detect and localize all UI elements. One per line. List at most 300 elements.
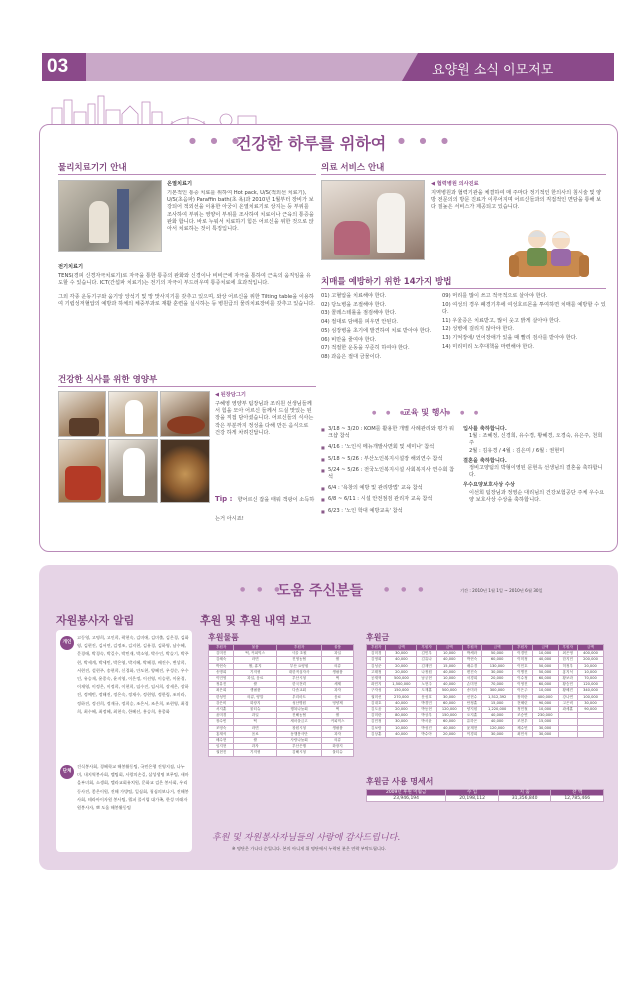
- usage-heading: 후원금 사용 명세서: [366, 777, 434, 786]
- table-cell: 200,000: [578, 657, 604, 663]
- table-cell: 230,000: [532, 713, 558, 719]
- table-cell: 박수아: [417, 731, 436, 737]
- table-cell: 라면: [234, 725, 277, 731]
- thanks-message: 후원 및 자원봉사자님들의 사랑에 감사드립니다.: [212, 833, 401, 843]
- table-header-cell: 금액: [436, 645, 462, 651]
- table-cell: 창원시청: [277, 725, 322, 731]
- money-table-wrap: [366, 644, 604, 738]
- table-cell: 60,000: [532, 682, 558, 688]
- edu-item: 정비고양팀의 박형이영된 문현옥 선생님의 결혼을 축하합니다.: [469, 465, 603, 479]
- table-cell: 쌀, 휴지: [234, 663, 277, 669]
- table-cell: 김유나: [417, 657, 436, 663]
- thanks-dots-right: ● ● ●: [384, 586, 429, 593]
- table-cell: 이은주: [513, 688, 532, 694]
- table-cell: 박동현: [417, 707, 436, 713]
- table-cell: 30,000: [386, 651, 417, 657]
- table-cell: 과자: [322, 688, 354, 694]
- table-cell: 30,000: [436, 694, 462, 700]
- table-cell: 나정원: [417, 669, 436, 675]
- pt-person-shape: [89, 201, 109, 243]
- table-header-cell: 후원자: [558, 645, 577, 651]
- table-cell: 100,000: [578, 694, 604, 700]
- table-cell: 1,500,000: [386, 682, 417, 688]
- table-cell: 30,000: [482, 731, 513, 737]
- meal-tip-text: 향어르신 잡을 태워 객팡이 소득하는거 아시죠!: [215, 497, 315, 522]
- elderly-couple-illustration: [509, 225, 589, 281]
- dementia-tip: 14) 미리미리 노후대책을 마련해야 한다.: [442, 343, 535, 350]
- table-cell: 과일, 음료: [234, 676, 277, 682]
- table-cell: 10,000: [578, 669, 604, 675]
- table-cell: 30,000: [532, 731, 558, 737]
- edu-item: 2월 : 김유경 / 4월 : 김은미 / 6월 : 권현미: [469, 447, 565, 454]
- med-partner-text: 지역병원과 협력기관을 체결하여 매 주마다 정기적인 한의사의 침시술 및 양방 전문의의 방문 진료가 이루어지며 어르신들과의 직접적인 면담을 통해 보다 질높은 서비스가 제공되고 있습니다.: [431, 190, 602, 211]
- table-cell: 이민영: [209, 676, 234, 682]
- table-cell: 조현우: [513, 719, 532, 725]
- dementia-tip: 13) 기억장애/ 언어장애가 있을 때 빨리 검사를 받아야 한다.: [442, 335, 578, 342]
- table-row: [209, 750, 354, 756]
- table-cell: 홍지석: [558, 669, 577, 675]
- money-heading: 후원금: [366, 633, 390, 642]
- med-heading: 의료 서비스 안내: [321, 163, 385, 173]
- table-cell: 떡: [234, 719, 277, 725]
- edu-item-heading: 결혼을 축하합니다.: [463, 457, 507, 464]
- table-header-cell: 후원자: [417, 645, 436, 651]
- table-cell: 1,512,392: [482, 694, 513, 700]
- table-cell: 영양제: [322, 700, 354, 706]
- table-cell: 쌀: [322, 713, 354, 719]
- meal-photo-3: [160, 391, 210, 437]
- table-cell: 대한적십자사: [277, 669, 322, 675]
- table-cell: 60,000: [436, 700, 462, 706]
- table-cell: 20,000: [578, 663, 604, 669]
- table-cell: 10,000: [436, 676, 462, 682]
- table-cell: 40,000: [532, 657, 558, 663]
- table-cell: 최민석: [513, 731, 532, 737]
- table-cell: 김미진: [209, 651, 234, 657]
- dementia-tip: 08) 과음은 절대 금물이다.: [321, 353, 382, 360]
- table-cell: 쌀: [322, 657, 354, 663]
- table-cell: 쌀: [234, 738, 277, 744]
- table-cell: 사랑나눔회: [277, 738, 322, 744]
- table-cell: 신현수: [462, 694, 481, 700]
- volunteer-heading: 자원봉사자 알림: [56, 614, 135, 627]
- table-cell: 10,000: [386, 725, 417, 731]
- pt-closing-text: 그외 각종 운동기구와 움기앙 앙석기 및 망 맛사지기를 갖추고 있으며, 와상 어르신을 위한 Tilting table을 이용하여 기립성저혈압의 예방과 하체의 체중부과로 재활 훈련을 실시하는 등 병원급의 물리치료장비를 갖추고 있습니다.: [58, 294, 315, 308]
- table-cell: 노현주: [417, 682, 436, 688]
- table-cell: 윤미경: [209, 713, 234, 719]
- goods-table-wrap: [208, 644, 354, 757]
- table-cell: 40,000: [482, 719, 513, 725]
- table-cell: 배수현: [209, 738, 234, 744]
- table-cell: 과일: [234, 713, 277, 719]
- table-cell: 10,000: [532, 688, 558, 694]
- table-cell: 라면: [234, 657, 277, 663]
- donation-heading: 후원 및 후원 내역 보고: [200, 614, 311, 627]
- table-cell: 박현숙: [462, 657, 481, 663]
- table-cell: 송명희: [209, 669, 234, 675]
- table-cell: 20,000: [436, 731, 462, 737]
- usage-col: 수 입: [446, 790, 499, 796]
- table-cell: 70,000: [578, 676, 604, 682]
- table-cell: 300,000: [482, 688, 513, 694]
- edu-list-left: [321, 426, 456, 515]
- table-cell: 조승연: [513, 713, 532, 719]
- table-cell: 공재혁: [367, 676, 386, 682]
- table-cell: 한국전력: [277, 682, 322, 688]
- table-cell: 부산시청: [277, 676, 322, 682]
- table-cell: 채수빈: [513, 725, 532, 731]
- table-cell: 서경희: [462, 676, 481, 682]
- table-cell: 구자성: [367, 688, 386, 694]
- table-cell: 시골 초원: [277, 651, 322, 657]
- meal-photo-6: [160, 439, 210, 503]
- med-heading-rule: [321, 174, 606, 175]
- table-header-cell: 후원자: [513, 645, 532, 651]
- table-cell: 과일: [322, 651, 354, 657]
- dementia-tip: 03) 콜레스테롤을 점검해야 한다.: [321, 310, 397, 317]
- meal-jar-shape: [65, 466, 101, 500]
- usage-table-wrap: [366, 789, 604, 802]
- table-cell: 이경희: [462, 731, 481, 737]
- dementia-tip: 06) 비만을 줄여야 한다.: [321, 336, 377, 343]
- table-cell: 10,000: [532, 651, 558, 657]
- table-cell: 30,000: [578, 700, 604, 706]
- table-cell: 박상우: [417, 713, 436, 719]
- pt-heading-rule: [58, 174, 316, 175]
- table-cell: 김대호: [367, 700, 386, 706]
- table-cell: 진해농협: [277, 713, 322, 719]
- table-cell: 150,000: [386, 688, 417, 694]
- table-cell: 30,000: [532, 725, 558, 731]
- table-cell: 홍재석: [209, 731, 234, 737]
- table-cell: 과자: [322, 731, 354, 737]
- table-header-cell: 금액: [386, 645, 417, 651]
- dementia-tip: 12) 성병에 걸리지 않아야 한다.: [442, 326, 514, 333]
- health-title-dots-left: ● ● ●: [189, 136, 246, 145]
- table-cell: 도재훈: [417, 688, 436, 694]
- table-cell: 80,000: [386, 713, 417, 719]
- volunteer-badge-group-label: 단체: [62, 769, 72, 774]
- table-cell: 새마을금고: [277, 719, 322, 725]
- table-cell: 부산 요양원: [277, 663, 322, 669]
- volunteer-badge-individual-label: 개인: [62, 640, 72, 645]
- money-table: [366, 644, 604, 738]
- table-cell: 이영진: [513, 682, 532, 688]
- meal-bowl-shape: [167, 416, 205, 434]
- table-cell: 의류, 양말: [234, 694, 277, 700]
- dementia-heading-rule: [321, 288, 606, 289]
- table-cell: 90,000: [532, 700, 558, 706]
- usage-col: 잔 액: [551, 790, 604, 796]
- table-cell: 정민철: [513, 707, 532, 713]
- table-cell: 김민정: [367, 719, 386, 725]
- table-cell: 남궁현: [417, 676, 436, 682]
- table-header-cell: 물품: [234, 645, 277, 651]
- table-cell: 우리마트: [277, 694, 322, 700]
- table-header-cell: 금액: [482, 645, 513, 651]
- edu-item-heading: 우수요양보호사상 수상: [463, 482, 515, 489]
- table-cell: 40,000: [436, 669, 462, 675]
- table-header-cell: 후원자: [462, 645, 481, 651]
- table-cell: 40,000: [436, 657, 462, 663]
- table-cell: 120,000: [482, 725, 513, 731]
- table-cell: 90,000: [578, 707, 604, 713]
- table-cell: 이수정: [513, 676, 532, 682]
- volunteer-groups: 건식봉사회, 경혜학교 해봉활동팀, 국민은행 진영지점, 나누미, 내지역봉사회, 멜팀회, 사랑의손길, 삼성생명 보무팀, 새마을부녀회, 소생회, 엘라교회유치원, 문화교 검은 봉사회, 우리동사진, 좋은이원, 진해 가방팀, 일심회, 청심의보나거, 진해봉사회, 테라아이자원 봉사팀, 헬퍼 풀시럽 대가족, 한성 미래자원봉사자, 뽀 도움 해봉활동팀: [77, 764, 189, 811]
- pt-heat-title: 온열치료기: [167, 181, 193, 187]
- thanks-title: 도움 주신분들: [277, 583, 364, 599]
- page-number: 03: [47, 56, 69, 77]
- table-header-cell: 물품: [322, 645, 354, 651]
- dementia-tip: 02) 당뇨병을 조절해야 한다.: [321, 301, 387, 308]
- volunteer-individuals: 고동영, 고명희, 고인희, 곽현숙, 김미애, 김미출, 김은경, 김화영, 김현진, 김서연, 김정조, 김지현, 김유경, 김하영, 남수혜, 문경애, 박경숙, 박길수, 박민재, 박소영, 박수인, 박슬기, 박주현, 박세계, 박세민, 박은영, 박지혜, 박혜경, 배진수, 변상희, 서현진, 설현주, 송현희, 신경화, 안도현, 양혜진, 우성순, 우수인, 유승재, 윤종숙, 윤지영, 이은정, 이선영, 이승현, 이윤경, 이재영, 이정은, 이정희, 이현희, 임수진, 임서희, 장세은, 장하진, 정예빈, 정해진, 정은숙, 정재수, 정현영, 정한림, 조미라, 정하진, 정선희, 정재규, 정희승, 조은서, 조은희, 조현영, 최경희, 최수혜, 최정혜, 최현숙, 한혜선, 홍승희, 홍종화: [77, 635, 189, 714]
- table-header-cell: 후원자: [367, 645, 386, 651]
- section-title: 요양원 소식 이모저모: [432, 63, 554, 78]
- dementia-tip: 09) 머리를 많이 쓰고 적극적으로 살아야 한다.: [442, 293, 548, 299]
- table-cell: 김도윤: [367, 707, 386, 713]
- edu-item: 1월 : 조혜정, 신경희, 유수경, 황혜경, 오경숙, 유은주, 천희주: [469, 433, 603, 447]
- table-header-cell: 후원자: [277, 645, 322, 651]
- pt-machine-shape: [117, 189, 129, 249]
- goods-table: [208, 644, 354, 757]
- edu-item: ■ 6/23 : '노인 학대 예방교육' 참석: [321, 508, 456, 515]
- table-cell: 김민우: [417, 651, 436, 657]
- med-patient-shape: [334, 221, 370, 255]
- page-header: [42, 53, 614, 81]
- usage-value: 23,946,194: [367, 796, 446, 802]
- meal-photo-4: [58, 439, 106, 503]
- table-header-cell: 금액: [532, 645, 558, 651]
- edu-item: ■ 6/8 ~ 6/11 : 시설 안전점검 관리자 교육 참석: [321, 496, 456, 503]
- table-cell: 전혜린: [513, 700, 532, 706]
- dementia-tip: 07) 적절한 운동을 꾸준히 하여야 한다.: [321, 345, 410, 352]
- med-partner-title: ◀ 협력병원 의사진료: [431, 181, 479, 187]
- table-cell: 340,000: [578, 688, 604, 694]
- table-cell: 음료: [234, 731, 277, 737]
- table-cell: 15,000: [436, 663, 462, 669]
- table-cell: 조영숙: [209, 725, 234, 731]
- usage-table: [366, 789, 604, 802]
- table-cell: 400,000: [532, 694, 558, 700]
- thanks-period: 기간 : 2010년 1월 1일 ~ 2010년 6월 30일: [460, 588, 543, 593]
- table-cell: 동행봉사단: [277, 731, 322, 737]
- edu-item: ■ 5/24 ~ 5/26 : 전국노인복지시설 사회복지사 연수회 참석: [321, 467, 456, 481]
- table-cell: 커피믹스: [322, 719, 354, 725]
- pt-heading: 물리치료기기 안내: [58, 163, 127, 173]
- table-cell: 이민호: [513, 663, 532, 669]
- table-cell: 강은비: [209, 700, 234, 706]
- table-cell: 권미선: [367, 694, 386, 700]
- usage-value: 20,198,112: [446, 796, 499, 802]
- table-cell: 김성준: [367, 663, 386, 669]
- table-cell: 의류: [322, 738, 354, 744]
- table-cell: 화장지: [322, 744, 354, 750]
- table-cell: 떡, 커피믹스: [234, 651, 277, 657]
- meal-kimchi-title: ◀ 된장담그기: [215, 392, 246, 398]
- table-cell: 박현숙: [209, 663, 234, 669]
- thanks-dots-left: ● ● ●: [240, 586, 285, 593]
- table-cell: 40,000: [482, 713, 513, 719]
- table-cell: 안정훈: [462, 700, 481, 706]
- table-cell: 15,000: [532, 719, 558, 725]
- goods-heading: 후원물품: [208, 633, 239, 642]
- table-cell: [558, 731, 577, 737]
- table-cell: 김보람: [367, 725, 386, 731]
- meal-tip-label: Tip :: [215, 495, 233, 503]
- table-cell: 김혜숙: [209, 657, 234, 663]
- table-cell: 고은비: [558, 700, 577, 706]
- table-cell: 40,000: [386, 700, 417, 706]
- table-cell: 의류: [322, 663, 354, 669]
- table-cell: 진영농협: [277, 657, 322, 663]
- table-cell: 500,000: [386, 676, 417, 682]
- table-cell: 김미란: [367, 713, 386, 719]
- edu-list-right: [463, 426, 606, 504]
- table-cell: 권현진: [209, 750, 234, 756]
- table-cell: 황혜진: [558, 688, 577, 694]
- meal-pot-shape: [69, 418, 99, 436]
- table-cell: 40,000: [436, 725, 462, 731]
- table-cell: 다솜교회: [277, 688, 322, 694]
- edu-item: ■ 4/16 : '노인식 메뉴개발사면회 및 세미나' 참석: [321, 444, 456, 451]
- table-cell: 기저귀: [234, 669, 277, 675]
- table-cell: 성산병원: [277, 700, 322, 706]
- table-cell: 120,000: [436, 707, 462, 713]
- pt-heat-text: 기본적인 통증 치료를 위하여 Hot pack, U/S(적외선 치료기), U/S(초음파) Paraffin bath(초 욕)과 2010년 1월부터 장비가 보강되어 적외선을 이용한 아궁이 온열치료기로 상지는 등 부위를 조사하여 부위는 영양이 부위를 조사하여 치료이나 근육의 통증을 완화 합니다. 바로 누워서 치료하기 힘든 어르신을 위한 것으로 앉아서 치료하는 것이 특징입니다.: [167, 190, 314, 233]
- dementia-tip: 11) 우울증은 치료받고, 많이 웃고 밝게 살아야 한다.: [442, 317, 561, 324]
- table-cell: 생필품: [322, 725, 354, 731]
- table-cell: 음료: [322, 694, 354, 700]
- table-cell: 60,000: [482, 657, 513, 663]
- table-cell: 최은희: [209, 688, 234, 694]
- meal-tip: [215, 486, 315, 524]
- table-cell: 생필품: [322, 669, 354, 675]
- table-cell: 김해시청: [277, 750, 322, 756]
- edu-dots-left: ● ● ●: [372, 410, 409, 416]
- table-cell: 이병진: [513, 669, 532, 675]
- table-cell: 황승민: [558, 682, 577, 688]
- table-cell: 떡: [322, 707, 354, 713]
- table-cell: 130,000: [482, 663, 513, 669]
- table-cell: 쌀: [234, 682, 277, 688]
- dementia-heading: 치매를 예방하기 위한 14가지 방법: [321, 277, 452, 287]
- usage-col: 지 출: [498, 790, 551, 796]
- table-cell: 배수경: [462, 663, 481, 669]
- table-cell: 500,000: [436, 688, 462, 694]
- table-cell: 10,000: [436, 651, 462, 657]
- usage-col: 2009년 후원 이월금: [367, 790, 446, 796]
- thanks-note: ※ 명단은 가나다 순입니다. 본의 아니게 위 명단에서 누락된 분은 연락 부탁드립니다.: [232, 846, 387, 851]
- table-cell: 이경민: [513, 651, 532, 657]
- table-cell: 30,000: [482, 669, 513, 675]
- table-cell: 화장지: [234, 700, 277, 706]
- table-cell: 생필품: [234, 688, 277, 694]
- table-cell: 오지훈: [462, 713, 481, 719]
- table-cell: 40,000: [436, 682, 462, 688]
- dementia-tip: 10) 여성의 경우 폐경기후에 여성호르몬을 투여하면 치매를 예방할 수 있다.: [442, 301, 606, 315]
- table-cell: 이미정: [513, 657, 532, 663]
- meal-worker-shape: [123, 448, 145, 496]
- med-photo: [321, 180, 425, 260]
- table-cell: 임지현: [209, 744, 234, 750]
- table-cell: 한성민: [209, 694, 234, 700]
- meal-photo-1: [58, 391, 106, 437]
- table-cell: 20,000: [482, 676, 513, 682]
- meal-kimchi-text: 구혜영 영양부 팀장님과 조리원 선생님들께서 힘을 모아 어르신 들께서 드실 맛있는 된장을 직접 담아셨습니다. 어르신들의 식사는 작은 부분까지 정성을 다해 만든 음식으로 건강 하게 차려진답니다.: [215, 401, 314, 436]
- edu-item-heading: 입사를 축하합니다.: [463, 426, 507, 432]
- med-doctor-shape: [377, 193, 405, 253]
- table-cell: 20,000: [386, 707, 417, 713]
- table-cell: 떡: [322, 676, 354, 682]
- meal-heading-rule: [58, 386, 316, 387]
- table-cell: 유하은: [462, 719, 481, 725]
- table-header-cell: 후원자: [209, 645, 234, 651]
- table-cell: 김상훈: [367, 731, 386, 737]
- table-cell: 400,000: [578, 651, 604, 657]
- table-cell: 김미경: [367, 651, 386, 657]
- dementia-tip: 01) 고혈압을 치료해야 한다.: [321, 293, 387, 299]
- table-cell: 기저귀: [234, 750, 277, 756]
- table-cell: 60,000: [436, 719, 462, 725]
- pt-elec-title: 전기치료기: [58, 264, 84, 270]
- health-title: 건강한 하루를 위하여: [236, 134, 387, 153]
- table-cell: 20,000: [386, 663, 417, 669]
- dementia-tip: 05) 심장병을 초기에 발견하여 치료 받아야 한다.: [321, 327, 432, 334]
- table-cell: 박세라: [462, 651, 481, 657]
- table-cell: 40,000: [386, 731, 417, 737]
- table-cell: 50,000: [482, 651, 513, 657]
- table-cell: 15,000: [482, 700, 513, 706]
- edu-item: 이선희 팀장님과 정영순 대리님의 건강보험공단 주체 우수요양 보호사상 수상을 축하합니다.: [469, 489, 605, 503]
- table-cell: 문성호: [417, 694, 436, 700]
- dementia-list-right: [442, 293, 606, 351]
- dementia-tip: 04) 절대로 담배를 피우면 안된다.: [321, 319, 399, 326]
- edu-heading: 교육 및 행사: [403, 408, 448, 417]
- edu-item: ■ 6/4 : '욕창의 예방 및 관리방법' 교육 참석: [321, 485, 456, 492]
- table-cell: 50,000: [532, 663, 558, 669]
- edu-item: ■ 3/18 ~ 3/20 : KOM를 활용한 개별 사례관리와 평가 워크샵 참석: [321, 426, 456, 440]
- table-cell: 박경민: [417, 700, 436, 706]
- table-cell: 김영희: [367, 657, 386, 663]
- table-cell: 장미란: [513, 694, 532, 700]
- health-title-dots-right: ● ● ●: [398, 136, 455, 145]
- table-cell: 곽세훈: [558, 707, 577, 713]
- table-cell: 60,000: [532, 676, 558, 682]
- meal-heading: 건강한 식사를 위한 영양부: [58, 375, 158, 385]
- pt-photo: [58, 180, 162, 252]
- table-cell: 70,000: [482, 682, 513, 688]
- meal-person-shape: [125, 400, 143, 434]
- table-cell: 한지민: [558, 657, 577, 663]
- table-cell: 물티슈: [234, 707, 277, 713]
- table-cell: 곽민지: [367, 682, 386, 688]
- table-cell: 30,000: [386, 719, 417, 725]
- table-cell: 박서윤: [417, 719, 436, 725]
- table-cell: 270,000: [386, 694, 417, 700]
- edu-item: ■ 5/18 ~ 5/26 : 부산노인복지시설장 해외연수 참석: [321, 456, 456, 463]
- meal-photo-2: [108, 391, 158, 437]
- table-cell: 부산은행: [277, 744, 322, 750]
- meal-photo-5: [108, 439, 158, 503]
- table-row: [367, 731, 604, 737]
- pt-elec-text: TENS(경피 신경자극치료기)로 자극을 통한 통증의 완화와 신경이나 비비근에 자극을 통하여 근육의 움직임을 유도할 수 있습니다. ICT(간섭파 치료기)는 전기의 자극이 부드러우며 통증치료에 효과적입니다.: [58, 273, 311, 287]
- table-cell: 행복나눔회: [277, 707, 322, 713]
- table-cell: 강나연: [558, 694, 577, 700]
- table-cell: 1,220,000: [482, 707, 513, 713]
- table-cell: 정유진: [209, 682, 234, 688]
- usage-value: 31,356,840: [498, 796, 551, 802]
- table-cell: 최은영: [558, 651, 577, 657]
